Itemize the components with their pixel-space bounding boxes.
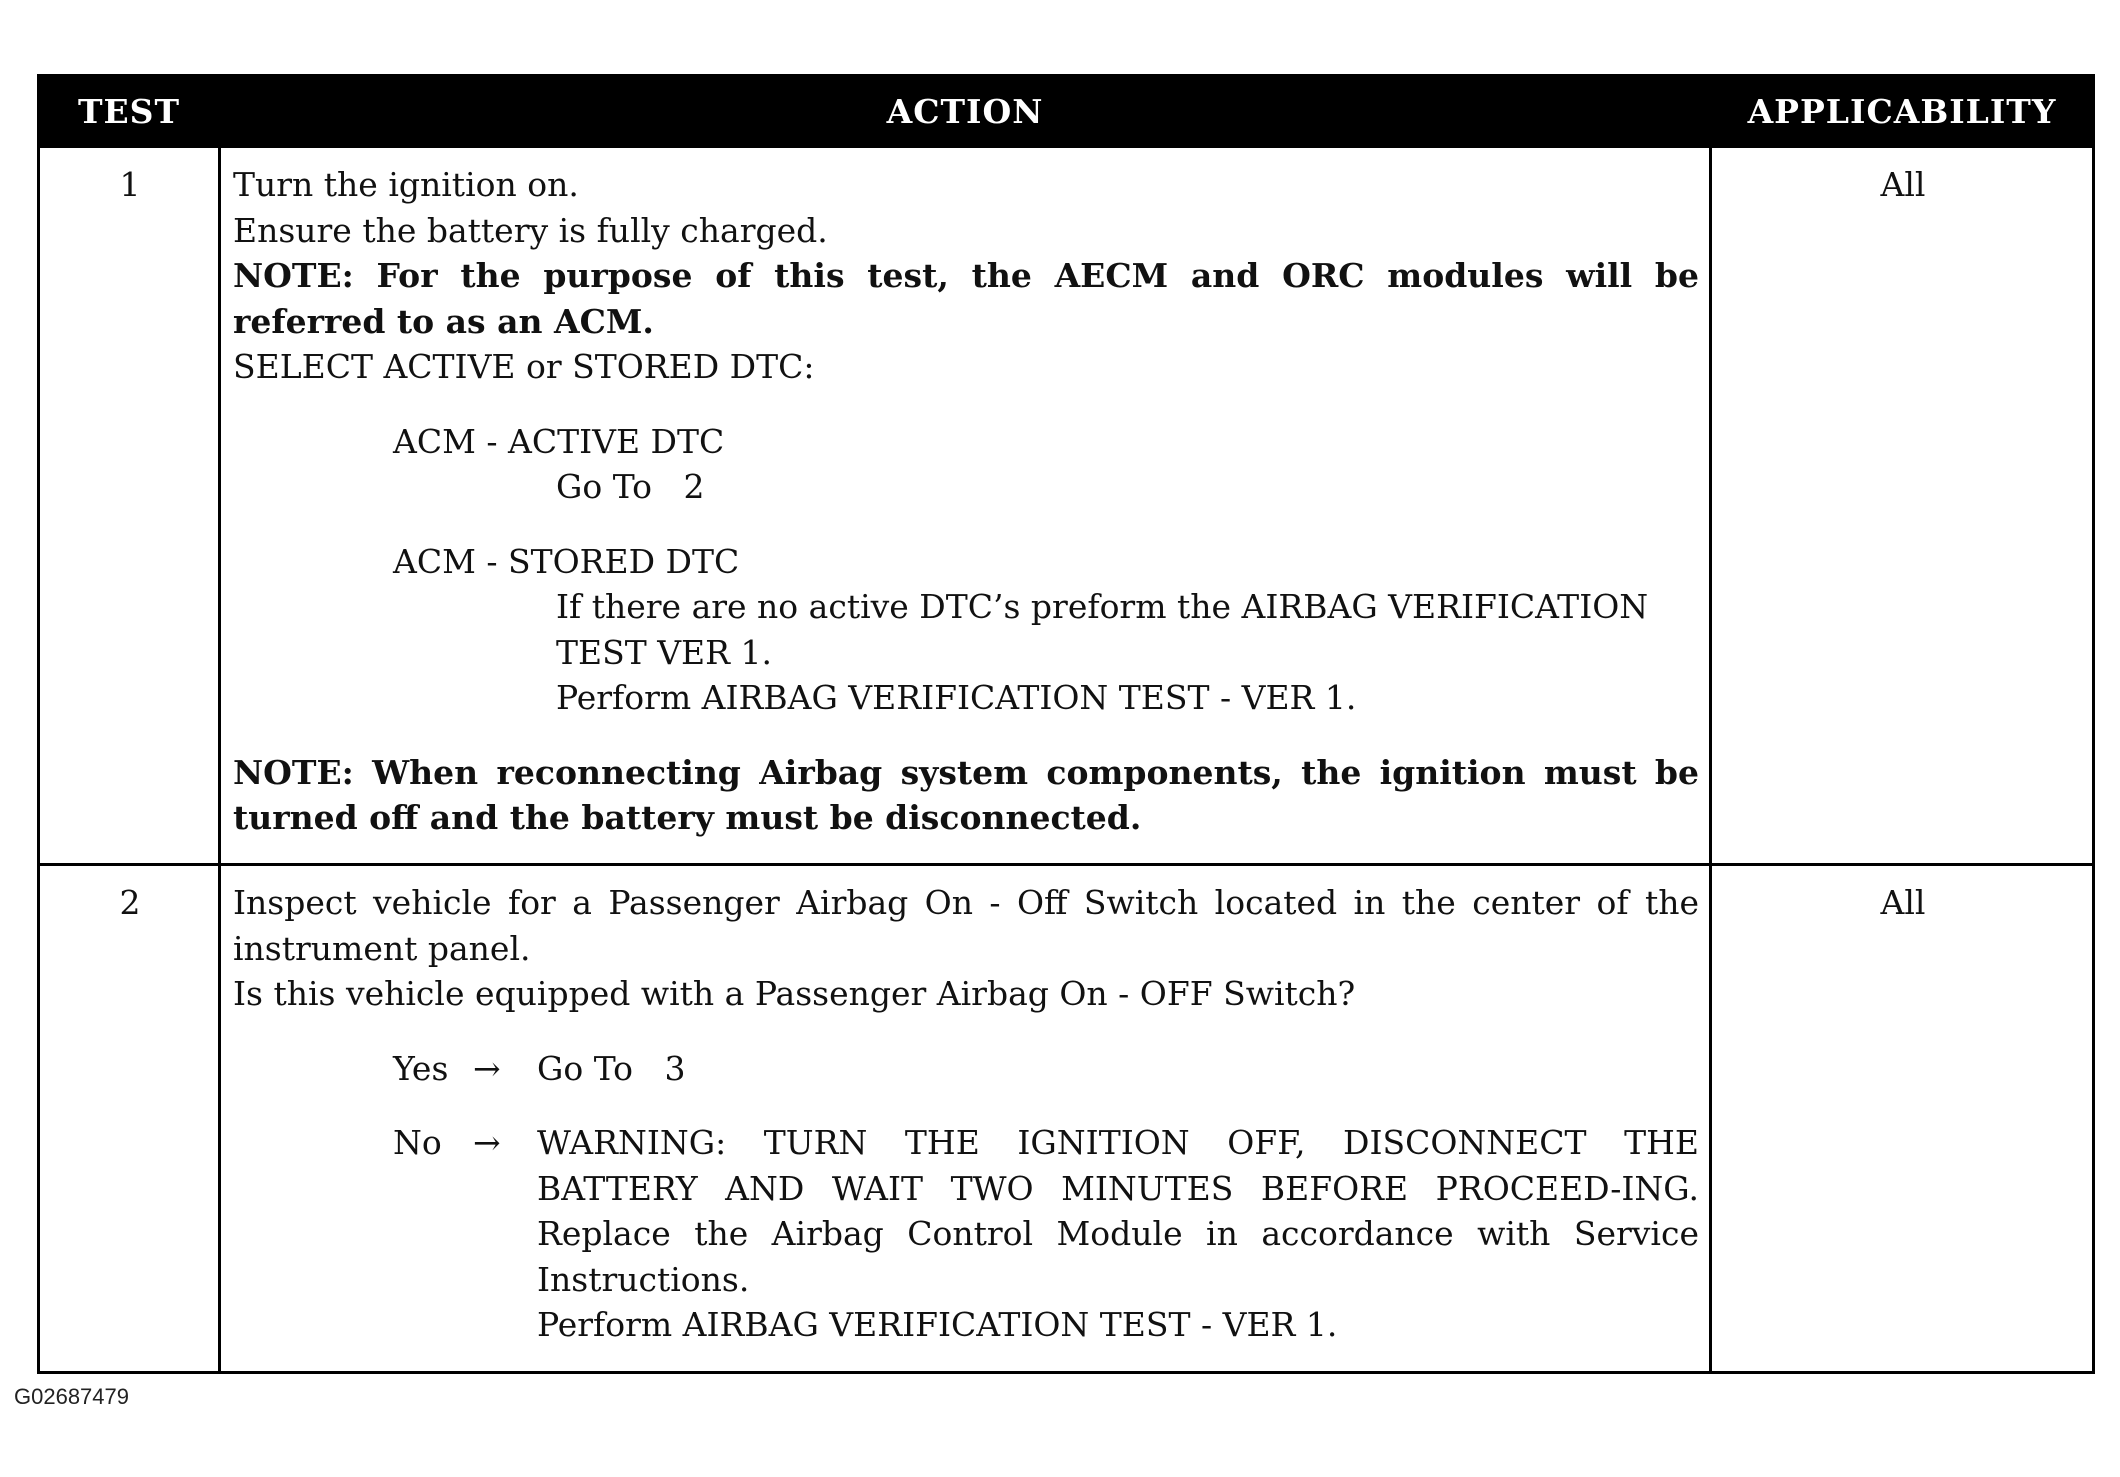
option-result: Perform AIRBAG VERIFICATION TEST - VER 1.	[556, 678, 1357, 717]
note-text: NOTE: When reconnecting Airbag system components, the ignition must be turned off and the battery must be disconnected.	[233, 752, 1699, 837]
diagnostic-test-table	[37, 74, 2095, 1374]
option-label: No	[393, 1123, 442, 1162]
action-question: Is this vehicle equipped with a Passenger Airbag On - OFF Switch?	[233, 974, 1356, 1013]
option-result: Go To 3	[537, 1048, 686, 1088]
option-result: Perform AIRBAG VERIFICATION TEST - VER 1.	[537, 1305, 1338, 1344]
applicability-cell: All	[1711, 865, 2094, 1373]
option-label: ACM - STORED DTC	[393, 541, 740, 581]
option-yes	[393, 1046, 1699, 1092]
option-label: ACM - ACTIVE DTC	[393, 421, 725, 461]
option-result: If there are no active DTC’s preform the AIRBAG VERIFICATION TEST VER 1.	[556, 587, 1649, 672]
option-result: Go To 2	[556, 467, 705, 506]
header-applicability: APPLICABILITY	[1711, 76, 2094, 147]
option-label: Yes	[393, 1048, 449, 1088]
warning-text: WARNING: TURN THE IGNITION OFF, DISCONNECT THE BATTERY AND WAIT TWO MINUTES BEFORE PROCEED-ING. Replace the Airbag Control Module in accordance with Service Instructions.	[537, 1123, 1699, 1299]
right-arrow-icon: →	[473, 1123, 501, 1162]
action-line: Ensure the battery is fully charged.	[233, 210, 828, 250]
applicability-cell: All	[1711, 147, 2094, 865]
action-line: Inspect vehicle for a Passenger Airbag On - Off Switch located in the center of the instrument panel.	[233, 883, 1699, 968]
action-line: Turn the ignition on.	[233, 165, 579, 204]
option-no	[393, 1120, 1699, 1348]
test-number: 1	[39, 147, 220, 865]
note-text: NOTE: For the purpose of this test, the AECM and ORC modules will be referred to as an ACM.	[233, 256, 1699, 341]
table-header-row	[39, 76, 2094, 147]
right-arrow-icon: →	[473, 1048, 501, 1088]
select-instruction: SELECT ACTIVE or STORED DTC:	[233, 347, 815, 386]
header-test: TEST	[39, 76, 220, 147]
table-row-test-2	[39, 865, 2094, 1373]
table-row-test-1	[39, 147, 2094, 865]
action-cell	[220, 865, 1711, 1373]
action-cell	[220, 147, 1711, 865]
header-action: ACTION	[220, 76, 1711, 147]
figure-id: G02687479	[14, 1384, 129, 1409]
test-number: 2	[39, 865, 220, 1373]
